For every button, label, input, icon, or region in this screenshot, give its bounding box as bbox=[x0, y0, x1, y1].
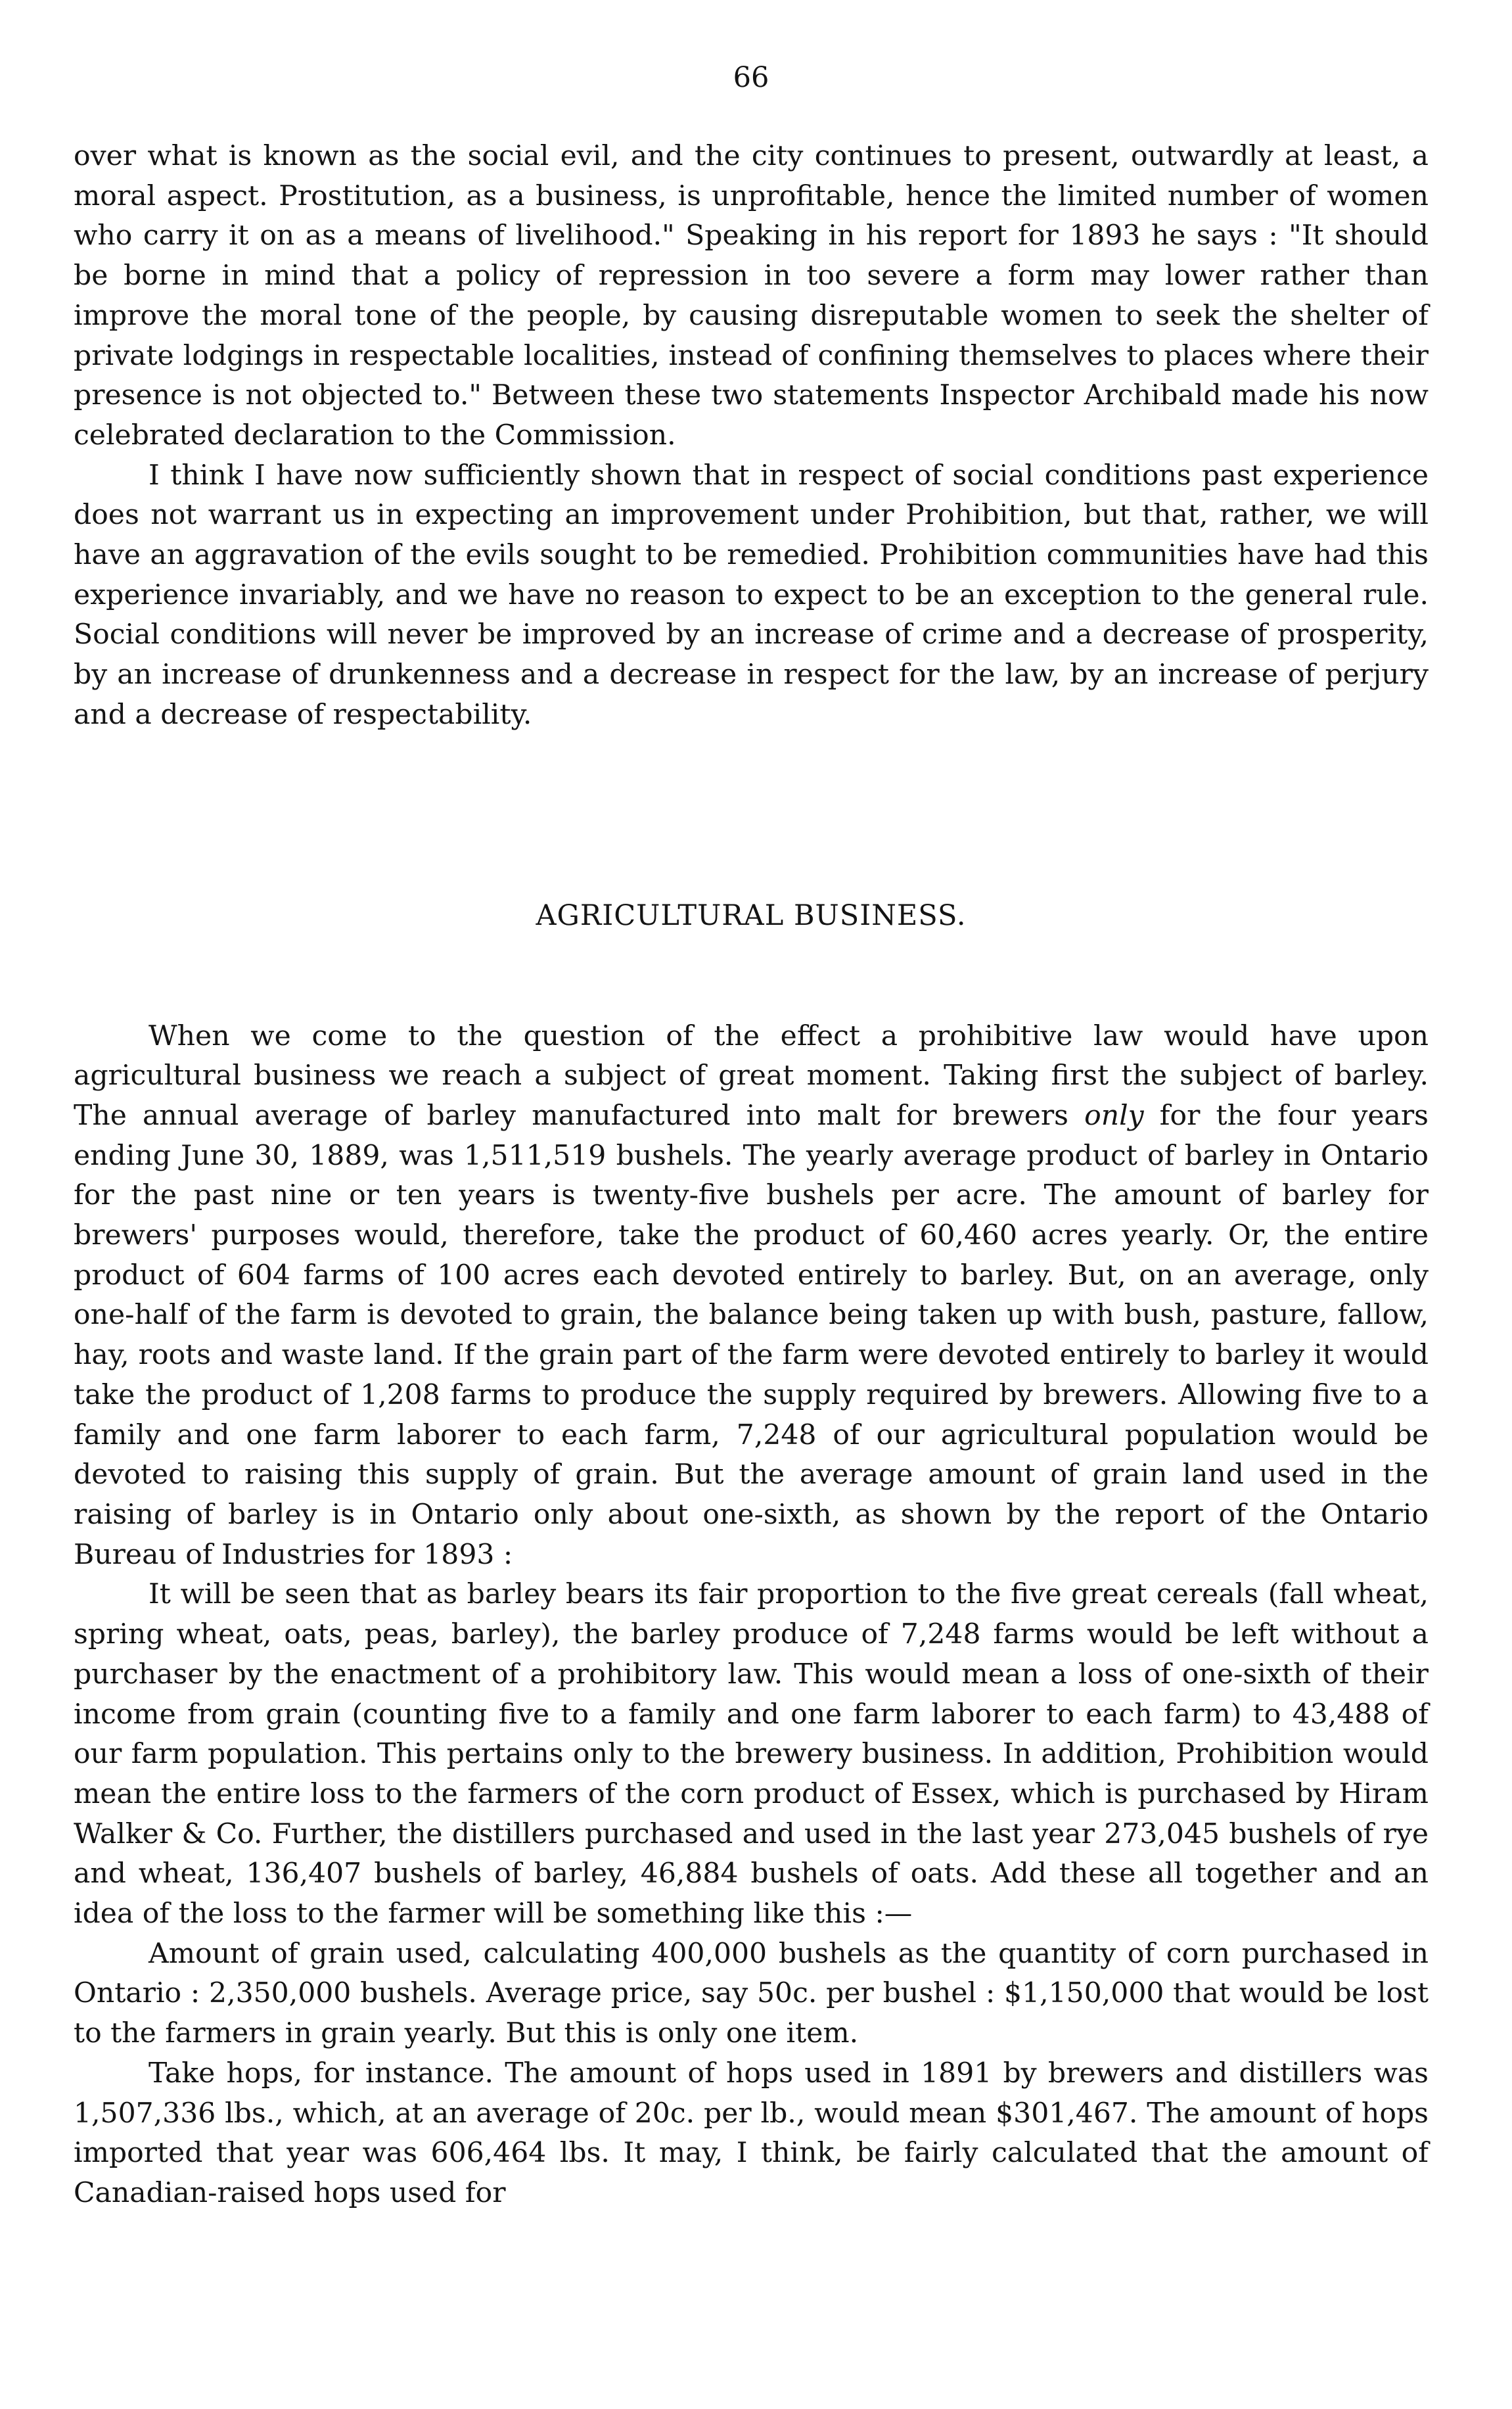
paragraph-barley-text-2: for the four years ending June 30, 1889, was 1,511,519 bushels. The yearly average product of barley in Ontario for the past nine or ten years is twenty-five bushels per acre. The amount of barley for brewers' purposes would, therefore, take the product of 60,460 acres yearly. Or, the entire product of 604 farms of 100 acres each devoted entirely to barley. But, on an average, only one-half of the farm is devoted to grain, the balance being taken up with bush, pasture, fallow, hay, roots and waste land. If the grain part of the farm were devoted entirely to barley it would take the product of 1,208 farms to produce the supply required by brewers. Allowing five to a family and one farm laborer to each farm, 7,248 of our agricultural population would be devoted to raising this supply of grain. But the average amount of grain land used in the raising of barley is in Ontario only about one-sixth, as shown by the report of the Ontario Bureau of Industries for 1893 : bbox=[74, 1099, 1429, 1571]
paragraph-social-evil: over what is known as the social evil, and the city continues to present, outwardly at least, a moral aspect. Prostitution, as a business, is unprofitable, hence the limited number of women who carry it on as a means of livelihood." Speaking in his report for 1893 he says : "It should be borne in mind that a policy of repression in too severe a form may lower rather than improve the moral tone of the people, by causing disreputable women to seek the shelter of private lodgings in respectable localities, instead of confining themselves to places where their presence is not objected to." Between these two statements Inspector Archibald made his now celebrated declaration to the Commission. bbox=[74, 140, 1429, 452]
paragraph-hops: Take hops, for instance. The amount of hops used in 1891 by brewers and distillers was 1,507,336 lbs., which, at an average of 20c. per lb., would mean $301,467. The amount of hops imported that year was 606,464 lbs. It may, I think, be fairly calculated that the amount of Canadian-raised hops used for bbox=[74, 2057, 1429, 2209]
paragraph-barley bbox=[74, 1017, 1429, 1576]
page-number: 66 bbox=[733, 61, 769, 94]
paragraph-barley-emphasis: only bbox=[1084, 1099, 1144, 1132]
paragraph-social-conditions-conclusion: I think I have now sufficiently shown that in respect of social conditions past experience does not warrant us in expecting an improvement under Prohibition, but that, rather, we will have an aggravation of the evils sought to be remedied. Prohibition communities have had this experience invariably, and we have no reason to expect to be an exception to the general rule. Social conditions will never be improved by an increase of crime and a decrease of prosperity, by an increase of drunkenness and a decrease in respect for the law, by an increase of perjury and a decrease of respectability. bbox=[74, 459, 1429, 731]
section-social-conditions bbox=[74, 137, 1429, 736]
document-page bbox=[74, 58, 1429, 2372]
paragraph-grain-amount: Amount of grain used, calculating 400,000 bushels as the quantity of corn purchased in Ontario : 2,350,000 bushels. Average price, say 50c. per bushel : $1,150,000 that would be lost to the farmers in grain yearly. But this is only one item. bbox=[74, 1937, 1429, 2050]
paragraph-barley-loss: It will be seen that as barley bears its fair proportion to the five great cereals (fall wheat, spring wheat, oats, peas, barley), the barley produce of 7,248 farms would be left without a purchaser by the enactment of a prohibitory law. This would mean a loss of one-sixth of their income from grain (counting five to a family and one farm laborer to each farm) to 43,488 of our farm population. This pertains only to the brewery business. In addition, Prohibition would mean the entire loss to the farmers of the corn product of Essex, which is purchased by Hiram Walker & Co. Further, the distillers purchased and used in the last year 273,045 bushels of rye and wheat, 136,407 bushels of barley, 46,884 bushels of oats. Add these all together and an idea of the loss to the farmer will be something like this :— bbox=[74, 1578, 1429, 1930]
section-agricultural-business bbox=[74, 896, 1429, 2214]
section-heading: AGRICULTURAL BUSINESS. bbox=[536, 899, 967, 932]
paragraph-barley-text-1: When we come to the question of the effect a prohibitive law would have upon agricultural business we reach a subject of great moment. Taking first the subject of barley. The annual average of barley manufactured into malt for brewers bbox=[74, 1019, 1429, 1132]
